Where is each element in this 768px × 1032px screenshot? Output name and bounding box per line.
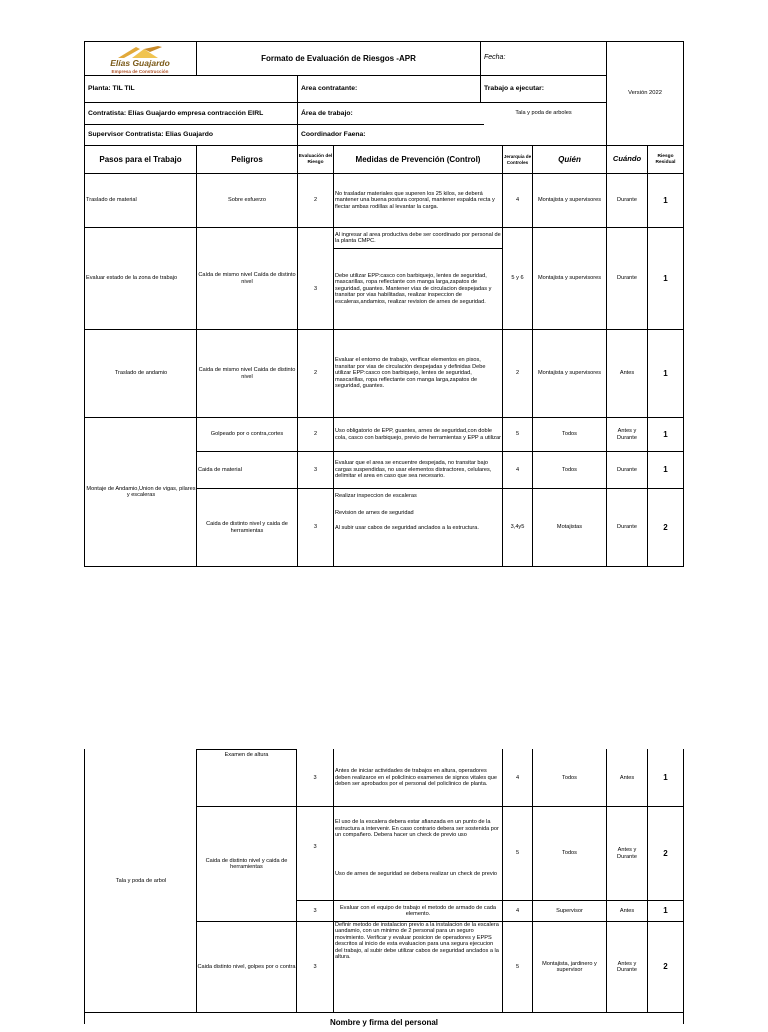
cuando-cell: Antes: [619, 774, 635, 781]
paso-cell: Traslado de material: [86, 197, 137, 204]
medidas-cell: Realizar inspeccion de escaleras: [335, 492, 417, 499]
evaluacion-cell: 2: [313, 370, 318, 377]
medidas-cell: Definir metodo de instalacion previo a la instalacion de la escalera uandamio, con un minimo de 2 personal para un seguro movimiento. Verificar y evaluar posicion de operadores y EPPS descritos al inicio de esta evaluacion para una segura ejecucion del trabajo, al subir debe utilizar cabos de seguridad anclados a la altura.: [335, 922, 499, 961]
residual-cell: 1: [663, 195, 668, 205]
cuando-cell: Antes y Durante: [617, 847, 637, 860]
quien-cell: Todos: [562, 850, 577, 857]
area-trabajo-label: Área de trabajo:: [301, 109, 353, 117]
trabajo-ejecutar-value: Tala y poda de arboles: [515, 109, 572, 116]
evaluacion-cell: 3: [313, 285, 318, 292]
col-cuando: Cuándo: [612, 154, 642, 164]
medidas-cell: Evaluar que el area se encuentre despejada, no transitar bajo cargas suspendidas, no usar elementos distractores, celulares, delimitar el area en caso que sea necesario.: [335, 460, 492, 480]
quien-cell: Motajistas: [556, 524, 583, 531]
medidas-cell: No trasladar materiales que superen los 25 kilos, se deberá mantener una buena postura corporal, mantener espalda recta y flectar ambas rodillas al levantar la carga.: [335, 190, 495, 210]
cuando-cell: Durante: [617, 197, 637, 204]
quien-cell: Montajista y supervisores: [537, 275, 602, 282]
jerarquia-cell: 5: [515, 431, 520, 438]
jerarquia-cell: 4: [515, 197, 520, 204]
residual-cell: 1: [663, 368, 668, 378]
cuando-cell: Durante: [617, 275, 637, 282]
residual-cell: 1: [663, 429, 668, 439]
medidas-cell: Evaluar con el equipo de trabajo el metodo de armado de cada elemento.: [339, 904, 497, 917]
planta-label: Planta: TIL TIL: [88, 85, 135, 93]
peligro-cell: Caida de material: [198, 466, 242, 473]
col-jerarquia: Jerarquia de Controles: [503, 154, 532, 165]
residual-cell: 2: [663, 522, 668, 532]
medidas-cell: Evaluar el entorno de trabajo, verificar elementos en pisos, transitar por vias de circulación despejadas y definidas Debe utilizar EPP:casco con barbiquejo, lentes de seguridad, mascarillas, ropa reflectante con manga larga,zapatos de seguridad, guantes.: [335, 357, 486, 390]
jerarquia-cell: 2: [515, 370, 520, 377]
contratista-label: Contratista: Elías Guajardo empresa contracción EIRL: [88, 109, 264, 117]
cuando-cell: Durante: [617, 466, 637, 473]
residual-cell: 1: [663, 273, 668, 283]
peligro-cell: Caida de distinto nivel y caida de herramientas: [206, 521, 288, 534]
paso-cell: Evaluar estado de la zona de trabajo: [86, 275, 178, 282]
evaluacion-cell: 3: [313, 843, 317, 850]
evaluacion-cell: 2: [313, 197, 318, 204]
medidas-cell: Antes de iniciar actividades de trabajos en altura, operadores deben realizarce en el policlinico examenes de signos vitales que deben ser aprobados por el personal del policlinico de planta.: [335, 768, 498, 788]
col-pasos: Pasos para el Trabajo: [99, 154, 182, 164]
cuando-cell: Antes y Durante: [617, 428, 637, 441]
residual-cell: 2: [663, 962, 668, 972]
jerarquia-cell: 4: [515, 907, 520, 914]
paso-cell: Tala y poda de arbol: [115, 877, 167, 884]
col-evaluacion: Evaluación del Riesgo: [298, 153, 333, 165]
medidas-cell: Uso de arnes de seguridad se debera realizar un check de previo: [335, 870, 498, 877]
coordinador-label: Coordinador Faena:: [301, 131, 366, 139]
jerarquia-cell: 5 y 6: [511, 275, 524, 282]
residual-cell: 2: [663, 848, 668, 858]
residual-cell: 1: [663, 906, 668, 916]
company-logo: [88, 44, 192, 74]
medidas-cell: Al subir usar cabos de seguridad anclados a la estructura.: [335, 524, 479, 531]
jerarquia-cell: 5: [515, 850, 520, 857]
evaluacion-cell: 2: [313, 431, 318, 438]
evaluacion-cell: 3: [313, 907, 317, 914]
medidas-cell: Al ingresar al area productiva debe ser coordinado por personal de la planta CMPC.: [335, 231, 501, 244]
area-contratante-label: Area contratante:: [301, 85, 358, 93]
jerarquia-cell: 5: [515, 963, 520, 970]
medidas-cell: Uso obligatorio de EPP, guantes, arnes de seguridad,con doble cola, casco con barbiquejo, previo de herramientas y EPP a utilizar: [335, 428, 501, 441]
quien-cell: Todos: [562, 774, 577, 781]
residual-cell: 1: [663, 773, 668, 783]
jerarquia-cell: 3,4y5: [510, 524, 525, 531]
quien-cell: Montajista y supervisores: [537, 370, 602, 377]
company-tagline: Empresa de Construcción: [111, 69, 169, 74]
jerarquia-cell: 4: [515, 466, 520, 473]
cuando-cell: Antes: [619, 370, 635, 377]
peligro-cell: Caida distinto nivel, golpes por o contra: [197, 963, 296, 970]
trabajo-ejecutar-label: Trabajo a ejecutar:: [484, 85, 545, 93]
cuando-cell: Antes: [619, 907, 635, 914]
jerarquia-cell: 4: [515, 774, 520, 781]
quien-cell: Supervisor: [556, 907, 583, 914]
cuando-cell: Durante: [617, 524, 637, 531]
medidas-cell: Revision de arnes de seguridad: [335, 509, 414, 516]
version-label: Versión 2022: [628, 90, 662, 97]
residual-cell: 1: [663, 465, 668, 475]
col-medidas: Medidas de Prevención (Control): [355, 154, 481, 164]
col-quien: Quién: [558, 154, 581, 164]
col-peligros: Peligros: [231, 154, 263, 164]
medidas-cell: El uso de la escalera debera estar afianzada en un punto de la estructura a intervenir. En caso contrario debera ser sostenida por un compañero. Debera hacer un check de previo uso: [335, 819, 499, 839]
footer-heading-partial: Nombre y firma del personal: [329, 1018, 439, 1027]
paso-cell: Traslado de andamio: [114, 370, 168, 377]
peligro-cell: Sobre esfuerzo: [228, 197, 266, 204]
cuando-cell: Antes y Durante: [617, 960, 637, 973]
peligro-cell: Caída de mismo nivel Caída de distinto nivel: [198, 272, 296, 285]
paso-cell: Montaje de Andamio,Union de vigas, pilares y escaleras: [86, 485, 196, 498]
quien-cell: Montajista, jardinero y supervisor: [542, 960, 597, 973]
medidas-cell: Debe utilizar EPP:casco con barbiquejo, lentes de seguridad, mascarillas, ropa reflectante con manga larga,zapatos de seguridad, guantes. Mantener vías de circulacion despejadas y transitar por vias habilitadas, realizar inspeccion de escaleras,andamios, realizar revision de arnes de seguridad.: [335, 272, 492, 305]
peligro-cell: Golpeado por o contra,cortes: [210, 431, 284, 438]
evaluacion-cell: 3: [313, 963, 317, 970]
form-title: Formato de Evaluación de Riesgos -APR: [261, 53, 416, 63]
fecha-label: Fecha:: [484, 54, 506, 62]
col-riesgo-residual: Riesgo Residual: [655, 153, 676, 165]
quien-cell: Todos: [562, 431, 577, 438]
company-name: Elías Guajardo: [110, 58, 170, 68]
evaluacion-cell: 3: [313, 466, 318, 473]
evaluacion-cell: 3: [313, 774, 317, 781]
peligro-cell: Caida de distinto nivel y caida de herramientas: [205, 857, 288, 870]
peligro-cell: Examen de altura: [224, 752, 269, 758]
evaluacion-cell: 3: [313, 524, 318, 531]
peligro-cell: Caida de mismo nivel Caida de distinto nivel: [198, 367, 296, 380]
supervisor-label: Supervisor Contratista: Elias Guajardo: [88, 131, 214, 139]
quien-cell: Montajista y supervisores: [537, 197, 602, 204]
quien-cell: Todos: [562, 466, 577, 473]
